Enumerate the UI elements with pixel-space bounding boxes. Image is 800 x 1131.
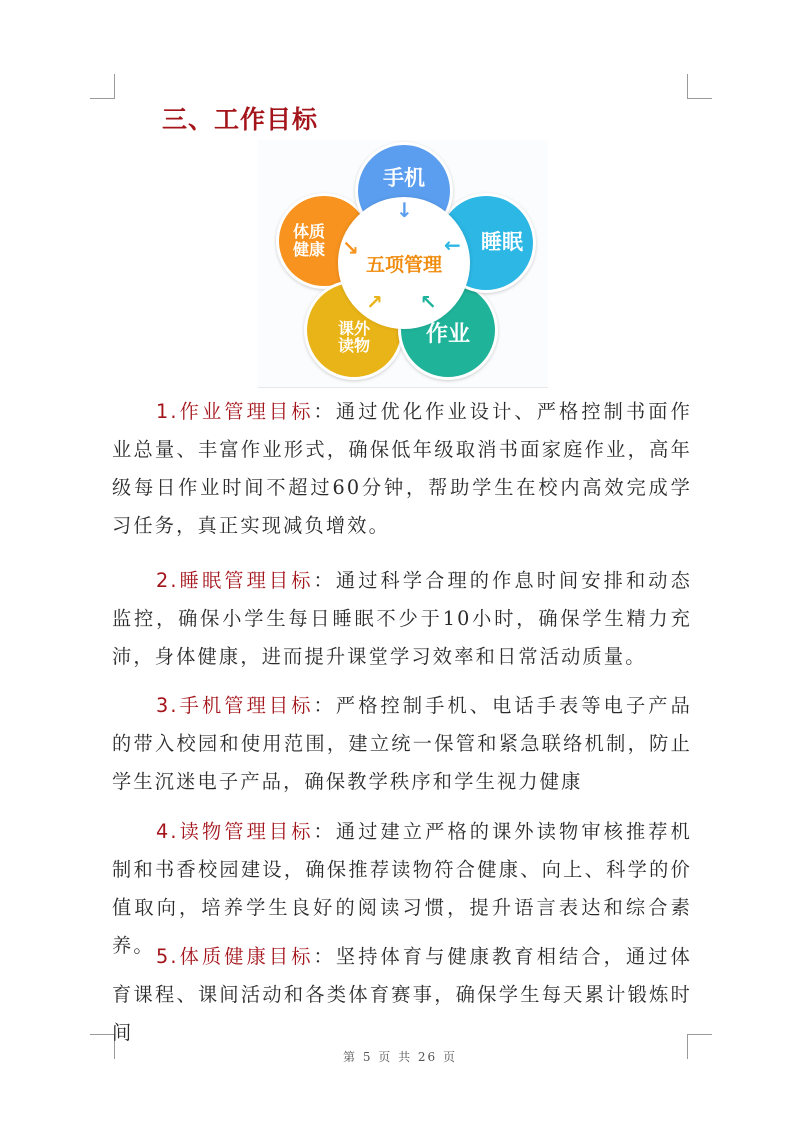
arrow-right-icon: ↘ (342, 236, 359, 260)
petal-label: 手机 (383, 166, 425, 190)
goal-paragraph-homework (112, 393, 692, 545)
image-baseline (258, 387, 548, 388)
goal-label: 3.手机管理目标 (156, 694, 314, 717)
goal-colon: ： (313, 694, 336, 717)
goal-text: 通过建立严格的课外读物审核推荐机制和书香校园建设，确保推荐读物符合健康、向上、科学的价值取向，培养学生良好的阅读习惯，提升语言表达和综合素养。 (112, 820, 693, 957)
center-label: 五项管理 (365, 253, 442, 276)
goal-label: 2.睡眠管理目标 (156, 569, 314, 592)
goal-paragraph-sleep (112, 562, 692, 676)
goal-label: 4.读物管理目标 (156, 820, 314, 843)
goal-label: 1.作业管理目标 (156, 400, 314, 423)
petal-label: 作业 (425, 321, 470, 347)
goal-paragraph-physical-health (112, 938, 692, 1052)
goal-text: 通过优化作业设计、严格控制书面作业总量、丰富作业形式，确保低年级取消书面家庭作业，高年级每日作业时间不超过60分钟，帮助学生在校内高效完成学习任务，真正实现减负增效。 (112, 400, 693, 537)
goal-text: 严格控制手机、电话手表等电子产品的带入校园和使用范围，建立统一保管和紧急联络机制，防止学生沉迷电子产品，确保教学秩序和学生视力健康 (112, 694, 693, 793)
goal-colon: ： (313, 400, 336, 423)
crop-mark-top-left (90, 74, 115, 99)
petal-label: 睡眠 (481, 230, 523, 255)
five-management-diagram (258, 140, 548, 388)
arrow-up-left-icon: ↖ (420, 290, 437, 314)
page-number: 第 5 页 共 26 页 (343, 1050, 457, 1064)
goal-paragraph-phone (112, 687, 692, 801)
arrow-left-icon: ← (444, 233, 461, 257)
arrow-down-icon: ↓ (396, 198, 413, 222)
goal-text: 坚持体育与健康教育相结合，通过体育课程、课间活动和各类体育赛事，确保学生每天累计锻炼时间 (112, 945, 693, 1044)
section-heading: 三、工作目标 (162, 105, 319, 134)
goal-colon: ： (313, 945, 336, 968)
petal-label-line: 读物 (337, 336, 370, 356)
petal-label-line: 体质 (293, 222, 326, 242)
petal-label-line: 课外 (337, 318, 370, 338)
goal-label: 5.体质健康目标 (156, 945, 314, 968)
petal-label-line: 健康 (293, 240, 326, 259)
crop-mark-top-right (687, 74, 712, 99)
arrow-up-right-icon: ↗ (366, 290, 383, 314)
goal-text: 通过科学合理的作息时间安排和动态监控，确保小学生每日睡眠不少于10小时，确保学生精力充沛，身体健康，进而提升课堂学习效率和日常活动质量。 (112, 569, 693, 668)
goal-colon: ： (313, 569, 336, 592)
goal-colon: ： (313, 820, 336, 843)
